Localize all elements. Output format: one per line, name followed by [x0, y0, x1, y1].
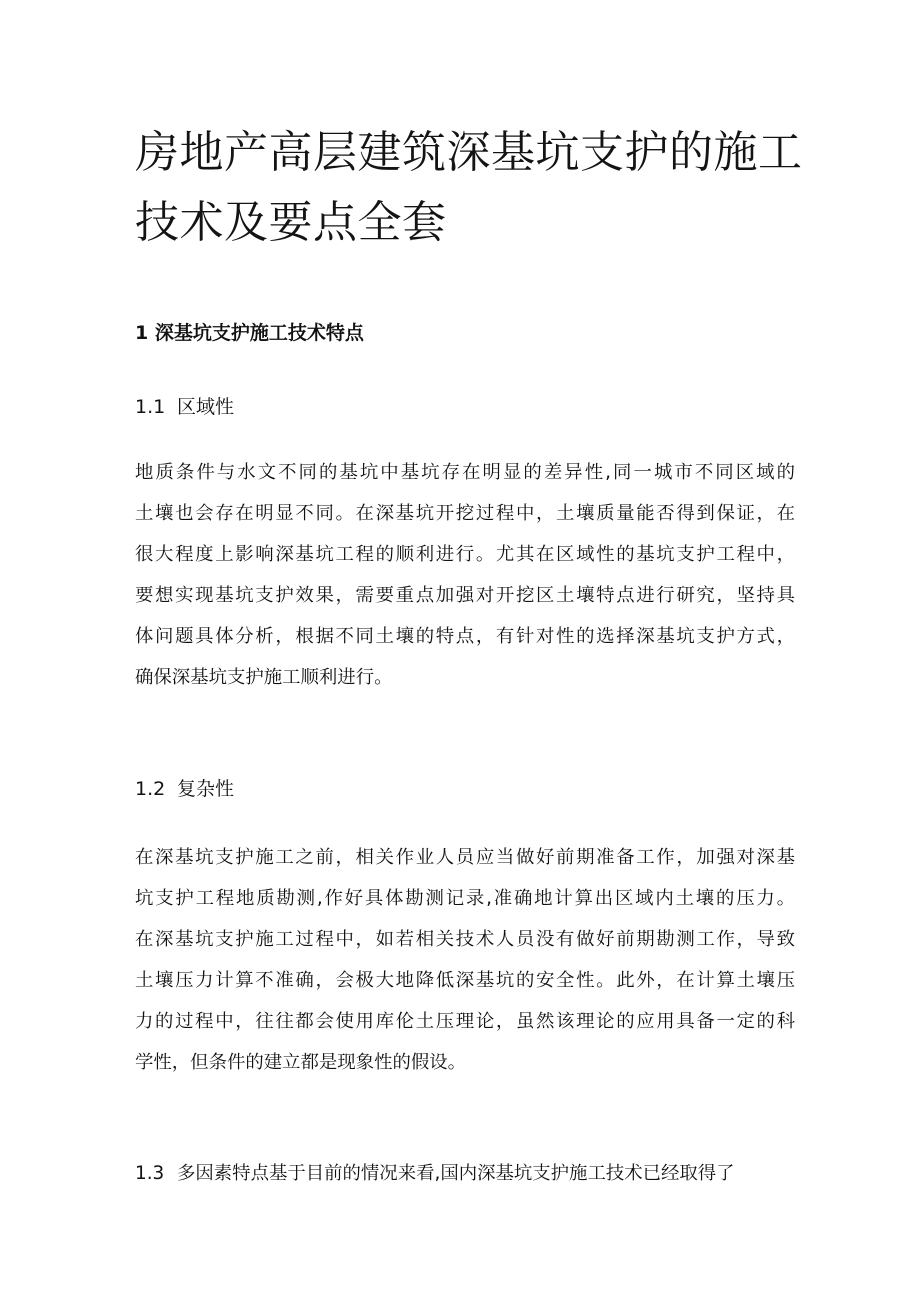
paragraph-line: 力的过程中，往往都会使用库伦土压理论，虽然该理论的应用具备一定的科	[135, 1011, 795, 1032]
subheading-number: 1.3	[135, 1163, 165, 1184]
subheading-1-1	[135, 392, 234, 422]
paragraph-line: 地质条件与水文不同的基坑中基坑存在明显的差异性,同一城市不同区域的	[135, 462, 795, 483]
section-heading-1: 1 深基坑支护施工技术特点	[135, 322, 364, 344]
title-line-1: 房地产高层建筑深基坑支护的施工	[135, 127, 803, 178]
paragraph-line: 在深基坑支护施工之前，相关作业人员应当做好前期准备工作，加强对深基	[135, 847, 795, 868]
paragraph-line: 确保深基坑支护施工顺利进行。	[135, 667, 393, 688]
subheading-number: 1.2	[135, 778, 166, 800]
paragraph-line: 坑支护工程地质勘测,作好具体勘测记录,准确地计算出区域内土壤的压力。	[135, 888, 795, 909]
subheading-1-2	[135, 774, 234, 804]
paragraph-line: 学性，但条件的建立都是现象性的假设。	[135, 1052, 467, 1073]
paragraph-1-1	[135, 452, 795, 698]
subheading-text: 多因素特点基于目前的情况来看,国内深基坑支护施工技术已经取得了	[177, 1163, 735, 1184]
subheading-1-3	[135, 1159, 795, 1189]
title-line-2: 技术及要点全套	[135, 197, 447, 248]
paragraph-line: 体问题具体分析，根据不同土壤的特点，有针对性的选择深基坑支护方式，	[135, 626, 795, 647]
paragraph-line: 很大程度上影响深基坑工程的顺利进行。尤其在区域性的基坑支护工程中，	[135, 544, 795, 565]
paragraph-line: 在深基坑支护施工过程中，如若相关技术人员没有做好前期勘测工作，导致	[135, 929, 795, 950]
subheading-title: 区域性	[177, 396, 235, 418]
paragraph-line: 土壤也会存在明显不同。在深基坑开挖过程中，土壤质量能否得到保证，在	[135, 503, 795, 524]
paragraph-line: 要想实现基坑支护效果，需要重点加强对开挖区土壤特点进行研究，坚持具	[135, 585, 795, 606]
paragraph-line: 土壤压力计算不准确，会极大地降低深基坑的安全性。此外，在计算土壤压	[135, 970, 795, 991]
subheading-number: 1.1	[135, 396, 166, 418]
subheading-title: 复杂性	[177, 778, 235, 800]
paragraph-1-2	[135, 837, 795, 1083]
document-title	[135, 118, 803, 258]
